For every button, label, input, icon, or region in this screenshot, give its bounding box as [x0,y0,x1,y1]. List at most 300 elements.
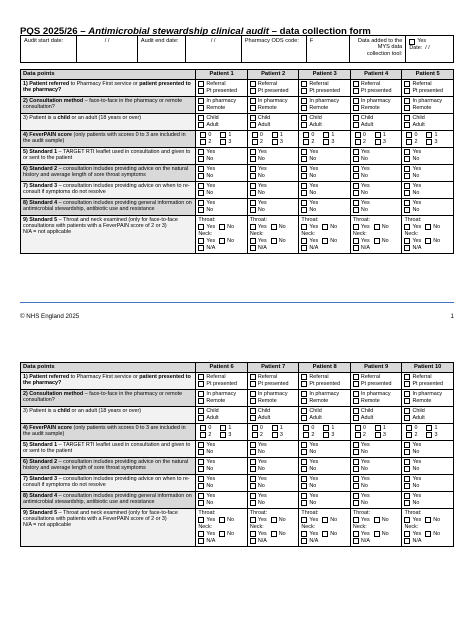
no-option[interactable] [301,500,348,507]
checkbox[interactable] [406,132,412,138]
checkbox[interactable] [353,190,359,196]
no-option[interactable] [250,156,297,163]
neck-no-option[interactable] [374,531,389,538]
checkbox[interactable] [425,238,431,244]
checkbox[interactable] [404,415,410,421]
checkbox[interactable] [198,483,204,489]
checkbox[interactable] [219,517,225,523]
checkbox[interactable] [220,139,226,145]
checkbox[interactable] [250,391,256,397]
no-option[interactable] [301,207,348,214]
checkbox[interactable] [272,132,278,138]
yes-option[interactable] [301,442,348,449]
score-option[interactable] [353,432,368,438]
in-pharmacy-option[interactable] [250,391,297,398]
no-option[interactable] [353,190,400,197]
yes-option[interactable] [250,493,297,500]
neck-no-option[interactable] [425,238,440,245]
checkbox[interactable] [353,466,359,472]
checkbox[interactable] [250,156,256,162]
checkbox[interactable] [198,238,204,244]
checkbox[interactable] [404,98,410,104]
score-option[interactable] [424,432,439,438]
referral-option[interactable] [250,81,297,88]
yes-option[interactable] [404,459,451,466]
no-option[interactable] [353,500,400,507]
yes-option[interactable] [353,183,400,190]
throat-no-option[interactable] [425,224,440,231]
score-option[interactable] [250,139,265,145]
no-option[interactable] [353,156,400,163]
score-option[interactable] [250,432,265,438]
checkbox[interactable] [404,207,410,213]
score-option[interactable] [353,132,368,138]
presented-option[interactable] [353,88,400,95]
checkbox[interactable] [219,224,225,230]
checkbox[interactable] [198,81,204,87]
adult-option[interactable] [250,122,297,129]
yes-option[interactable] [301,493,348,500]
checkbox[interactable] [301,183,307,189]
checkbox[interactable] [301,415,307,421]
checkbox[interactable] [301,500,307,506]
checkbox[interactable] [198,391,204,397]
throat-yes-option[interactable] [198,517,215,524]
yes-option[interactable] [198,200,245,207]
child-option[interactable] [198,115,245,122]
checkbox[interactable] [250,115,256,121]
na-option[interactable] [198,245,245,252]
checkbox[interactable] [301,105,307,111]
referral-option[interactable] [301,81,348,88]
checkbox[interactable] [323,132,329,138]
checkbox[interactable] [404,200,410,206]
mys-field[interactable] [406,36,454,63]
checkbox[interactable] [303,425,309,431]
mys-yes-option[interactable]: Yes [409,38,450,45]
yes-option[interactable] [353,442,400,449]
checkbox[interactable] [301,398,307,404]
score-option[interactable] [373,139,388,145]
checkbox[interactable] [198,105,204,111]
referral-option[interactable] [353,374,400,381]
score-option[interactable] [301,425,316,431]
checkbox[interactable] [250,81,256,87]
neck-no-option[interactable] [219,238,234,245]
checkbox[interactable] [301,98,307,104]
checkbox[interactable] [404,531,410,537]
no-option[interactable] [301,483,348,490]
in-pharmacy-option[interactable] [250,98,297,105]
checkbox[interactable] [404,173,410,179]
checkbox[interactable] [375,425,381,431]
checkbox[interactable] [250,466,256,472]
checkbox[interactable] [375,139,381,145]
yes-option[interactable] [250,183,297,190]
score-option[interactable] [404,139,419,145]
in-pharmacy-option[interactable] [353,391,400,398]
checkbox[interactable] [301,442,307,448]
score-option[interactable] [404,132,419,138]
yes-option[interactable] [250,166,297,173]
checkbox[interactable] [404,374,410,380]
na-option[interactable] [301,245,348,252]
adult-option[interactable] [301,122,348,129]
checkbox[interactable] [353,156,359,162]
mys-date[interactable]: Date: / / [409,45,430,52]
checkbox[interactable] [301,245,307,251]
checkbox[interactable] [219,238,225,244]
in-pharmacy-option[interactable] [301,98,348,105]
score-option[interactable] [270,432,285,438]
checkbox[interactable] [426,432,432,438]
checkbox[interactable] [409,39,415,45]
checkbox[interactable] [250,449,256,455]
checkbox[interactable] [404,81,410,87]
yes-option[interactable] [301,476,348,483]
checkbox[interactable] [198,459,204,465]
adult-option[interactable] [353,122,400,129]
checkbox[interactable] [323,139,329,145]
in-pharmacy-option[interactable] [198,98,245,105]
checkbox[interactable] [252,139,258,145]
child-option[interactable] [353,408,400,415]
child-option[interactable] [301,408,348,415]
na-option[interactable] [250,538,297,545]
score-option[interactable] [198,139,213,145]
checkbox[interactable] [406,432,412,438]
neck-no-option[interactable] [219,531,234,538]
score-option[interactable] [321,139,336,145]
presented-option[interactable] [250,88,297,95]
checkbox[interactable] [404,483,410,489]
checkbox[interactable] [252,132,258,138]
throat-yes-option[interactable] [301,517,318,524]
throat-yes-option[interactable] [353,517,370,524]
referral-option[interactable] [404,81,451,88]
checkbox[interactable] [404,105,410,111]
checkbox[interactable] [301,374,307,380]
checkbox[interactable] [353,493,359,499]
in-pharmacy-option[interactable] [353,98,400,105]
child-option[interactable] [353,115,400,122]
checkbox[interactable] [198,88,204,94]
checkbox[interactable] [220,432,226,438]
checkbox[interactable] [198,500,204,506]
checkbox[interactable] [198,381,204,387]
yes-option[interactable] [198,149,245,156]
score-option[interactable] [218,132,233,138]
presented-option[interactable] [404,381,451,388]
yes-option[interactable] [250,442,297,449]
no-option[interactable] [404,483,451,490]
na-option[interactable] [353,245,400,252]
checkbox[interactable] [406,139,412,145]
yes-option[interactable] [250,149,297,156]
checkbox[interactable] [219,531,225,537]
checkbox[interactable] [252,432,258,438]
checkbox[interactable] [353,408,359,414]
no-option[interactable] [198,207,245,214]
checkbox[interactable] [198,173,204,179]
child-option[interactable] [404,115,451,122]
presented-option[interactable] [404,88,451,95]
checkbox[interactable] [322,517,328,523]
checkbox[interactable] [271,224,277,230]
no-option[interactable] [198,466,245,473]
checkbox[interactable] [250,149,256,155]
throat-yes-option[interactable] [404,517,421,524]
no-option[interactable] [250,190,297,197]
checkbox[interactable] [198,122,204,128]
checkbox[interactable] [353,459,359,465]
checkbox[interactable] [353,517,359,523]
score-option[interactable] [270,139,285,145]
checkbox[interactable] [406,425,412,431]
checkbox[interactable] [323,432,329,438]
score-option[interactable] [250,425,265,431]
yes-option[interactable] [250,476,297,483]
checkbox[interactable] [301,459,307,465]
in-pharmacy-option[interactable] [404,98,451,105]
checkbox[interactable] [301,466,307,472]
checkbox[interactable] [404,398,410,404]
checkbox[interactable] [301,538,307,544]
checkbox[interactable] [301,207,307,213]
yes-option[interactable] [404,493,451,500]
remote-option[interactable] [404,398,451,405]
checkbox[interactable] [322,531,328,537]
checkbox[interactable] [250,381,256,387]
audit-end-field[interactable]: / / [185,36,241,63]
checkbox[interactable] [250,245,256,251]
checkbox[interactable] [250,493,256,499]
score-option[interactable] [218,432,233,438]
checkbox[interactable] [375,132,381,138]
na-option[interactable] [404,245,451,252]
checkbox[interactable] [250,500,256,506]
checkbox[interactable] [252,425,258,431]
checkbox[interactable] [353,238,359,244]
checkbox[interactable] [404,88,410,94]
score-option[interactable] [424,139,439,145]
score-option[interactable] [198,132,213,138]
checkbox[interactable] [404,459,410,465]
checkbox[interactable] [353,122,359,128]
checkbox[interactable] [250,207,256,213]
referral-option[interactable] [250,374,297,381]
neck-yes-option[interactable] [198,531,215,538]
checkbox[interactable] [301,476,307,482]
checkbox[interactable] [250,105,256,111]
yes-option[interactable] [353,149,400,156]
checkbox[interactable] [198,98,204,104]
no-option[interactable] [404,449,451,456]
adult-option[interactable] [353,415,400,422]
adult-option[interactable] [250,415,297,422]
score-option[interactable] [198,425,213,431]
no-option[interactable] [404,466,451,473]
adult-option[interactable] [198,415,245,422]
checkbox[interactable] [404,245,410,251]
na-option[interactable] [198,538,245,545]
score-option[interactable] [321,132,336,138]
checkbox[interactable] [404,408,410,414]
yes-option[interactable] [353,493,400,500]
checkbox[interactable] [301,88,307,94]
checkbox[interactable] [250,408,256,414]
checkbox[interactable] [404,149,410,155]
yes-option[interactable] [404,166,451,173]
in-pharmacy-option[interactable] [404,391,451,398]
checkbox[interactable] [425,517,431,523]
throat-no-option[interactable] [271,224,286,231]
yes-option[interactable] [404,149,451,156]
child-option[interactable] [250,408,297,415]
yes-option[interactable] [353,200,400,207]
checkbox[interactable] [353,149,359,155]
score-option[interactable] [270,425,285,431]
checkbox[interactable] [322,224,328,230]
adult-option[interactable] [198,122,245,129]
adult-option[interactable] [404,122,451,129]
checkbox[interactable] [198,408,204,414]
checkbox[interactable] [404,476,410,482]
checkbox[interactable] [301,238,307,244]
checkbox[interactable] [250,224,256,230]
no-option[interactable] [301,466,348,473]
checkbox[interactable] [353,224,359,230]
neck-no-option[interactable] [271,238,286,245]
throat-no-option[interactable] [271,517,286,524]
remote-option[interactable] [250,398,297,405]
checkbox[interactable] [198,166,204,172]
no-option[interactable] [404,156,451,163]
checkbox[interactable] [374,531,380,537]
checkbox[interactable] [355,432,361,438]
checkbox[interactable] [404,381,410,387]
checkbox[interactable] [404,122,410,128]
checkbox[interactable] [404,156,410,162]
throat-yes-option[interactable] [404,224,421,231]
neck-no-option[interactable] [374,238,389,245]
checkbox[interactable] [198,517,204,523]
yes-option[interactable] [404,200,451,207]
yes-option[interactable] [198,442,245,449]
throat-no-option[interactable] [322,517,337,524]
throat-yes-option[interactable] [353,224,370,231]
no-option[interactable] [404,207,451,214]
checkbox[interactable] [353,105,359,111]
yes-option[interactable] [404,442,451,449]
no-option[interactable] [198,156,245,163]
checkbox[interactable] [301,224,307,230]
no-option[interactable] [198,173,245,180]
remote-option[interactable] [353,398,400,405]
checkbox[interactable] [198,538,204,544]
score-option[interactable] [301,139,316,145]
checkbox[interactable] [353,398,359,404]
checkbox[interactable] [200,139,206,145]
no-option[interactable] [353,483,400,490]
score-option[interactable] [373,432,388,438]
remote-option[interactable] [301,398,348,405]
checkbox[interactable] [353,98,359,104]
checkbox[interactable] [250,483,256,489]
in-pharmacy-option[interactable] [301,391,348,398]
score-option[interactable] [424,132,439,138]
remote-option[interactable] [301,105,348,112]
neck-yes-option[interactable] [301,238,318,245]
no-option[interactable] [250,207,297,214]
checkbox[interactable] [303,132,309,138]
neck-yes-option[interactable] [250,531,267,538]
ods-field[interactable]: F [306,36,349,63]
presented-option[interactable] [198,381,245,388]
na-option[interactable] [301,538,348,545]
yes-option[interactable] [301,183,348,190]
presented-option[interactable] [353,381,400,388]
throat-yes-option[interactable] [250,224,267,231]
no-option[interactable] [250,466,297,473]
neck-no-option[interactable] [425,531,440,538]
neck-yes-option[interactable] [250,238,267,245]
referral-option[interactable] [198,81,245,88]
checkbox[interactable] [250,200,256,206]
checkbox[interactable] [301,408,307,414]
checkbox[interactable] [250,238,256,244]
checkbox[interactable] [250,166,256,172]
checkbox[interactable] [301,81,307,87]
checkbox[interactable] [303,432,309,438]
no-option[interactable] [250,483,297,490]
checkbox[interactable] [301,149,307,155]
score-option[interactable] [198,432,213,438]
score-option[interactable] [321,432,336,438]
checkbox[interactable] [353,476,359,482]
checkbox[interactable] [353,442,359,448]
yes-option[interactable] [301,166,348,173]
checkbox[interactable] [353,415,359,421]
checkbox[interactable] [301,156,307,162]
remote-option[interactable] [404,105,451,112]
checkbox[interactable] [404,449,410,455]
throat-no-option[interactable] [322,224,337,231]
checkbox[interactable] [250,517,256,523]
yes-option[interactable] [250,200,297,207]
checkbox[interactable] [353,183,359,189]
throat-no-option[interactable] [374,517,389,524]
checkbox[interactable] [198,200,204,206]
score-option[interactable] [321,425,336,431]
checkbox[interactable] [198,398,204,404]
checkbox[interactable] [220,132,226,138]
checkbox[interactable] [198,476,204,482]
neck-no-option[interactable] [271,531,286,538]
score-option[interactable] [301,432,316,438]
presented-option[interactable] [301,88,348,95]
no-option[interactable] [301,173,348,180]
checkbox[interactable] [322,238,328,244]
adult-option[interactable] [404,415,451,422]
score-option[interactable] [250,132,265,138]
checkbox[interactable] [404,493,410,499]
child-option[interactable] [250,115,297,122]
na-option[interactable] [353,538,400,545]
yes-option[interactable] [404,476,451,483]
yes-option[interactable] [198,493,245,500]
checkbox[interactable] [200,132,206,138]
